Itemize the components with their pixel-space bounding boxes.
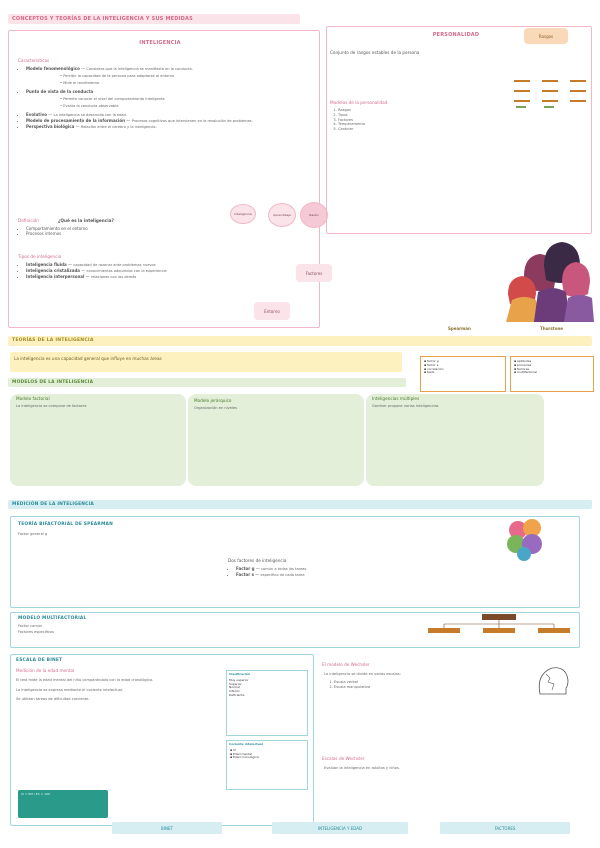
green-box-text: La inteligencia se compone de factores	[16, 404, 87, 408]
list-item: 1. Escala verbal	[334, 680, 528, 685]
inteligencia-subheading: Características	[18, 58, 50, 63]
list-item: • Inteligencia interpersonal — relaciones con los demás	[26, 274, 290, 280]
trait-grid-svg	[514, 78, 590, 110]
bullet-filler: • Percibir la capacidad de la persona para adaptarse al entorno	[60, 73, 175, 78]
list-item: 4. Temperamento	[338, 122, 588, 127]
spearman-right-list	[230, 566, 570, 578]
list-item: • Procesos internos	[26, 231, 220, 236]
bottom-tab-inteligencia[interactable]: INTELIGENCIA Y EDAD	[272, 822, 408, 834]
personalidad-heading: PERSONALIDAD	[432, 32, 480, 38]
table-row: Normal	[229, 685, 240, 690]
multifactorial-line: Factores específicos	[18, 630, 55, 634]
flag-box-left	[420, 356, 506, 392]
table-row: Deficiente	[229, 692, 245, 697]
puzzle-svg	[504, 516, 548, 562]
flag-text: ▪ aptitudes ▪ primarias ▪ factores ▪ multifactorial	[514, 359, 537, 375]
wechsler-heading: El modelo de Wechsler	[322, 662, 370, 667]
table-row: Superior	[229, 681, 242, 686]
binet-table	[226, 670, 308, 736]
list-item: • Factor s — específico de cada tarea	[236, 572, 570, 578]
spearman-right-label: Dos factores de inteligencia	[228, 558, 287, 563]
circle-node: Inteligencia	[230, 204, 256, 224]
wechsler-heading2: Escalas de Wechsler	[322, 756, 365, 761]
circle-node: Razón	[300, 202, 328, 228]
list-item: • Punto de vista de la conducta	[26, 89, 310, 94]
wechsler-text: La inteligencia se divide en varias escalas:	[324, 672, 401, 676]
circle-node: Aprendizaje	[268, 203, 296, 227]
teal-note-text: CI = EM / EC × 100	[21, 792, 50, 796]
women-illustration	[504, 236, 594, 322]
multifactorial-line: Factor común	[18, 624, 43, 628]
list-item: 1. Rasgos	[338, 108, 588, 113]
inteligencia-list	[20, 66, 310, 130]
trait-grid	[514, 78, 590, 110]
yellow-note-box	[10, 352, 402, 372]
binet-table-title: Clasificación	[229, 672, 251, 676]
medicion-band	[8, 500, 592, 509]
green-box-title: Inteligencias múltiples	[372, 396, 420, 401]
teal-note	[18, 790, 108, 818]
binet-paragraph: El test mide la edad mental del niño comparándola con la edad cronológica. La inteligencia se expresa mediante el cociente intelectual. Se utilizan tareas de dificultad creciente.	[16, 678, 154, 702]
green-box-title: Modelo jerárquico	[194, 398, 232, 403]
table-row: Inferior	[229, 689, 240, 694]
spearman-box	[10, 516, 580, 608]
bullet-filler: • Evalúa la conducta observable	[60, 103, 119, 108]
modelos-heading: MODELOS DE LA INTELIGENCIA	[12, 380, 94, 385]
personalidad-list-label: Modelos de la personalidad	[330, 100, 388, 105]
inteligencia-heading: INTELIGENCIA	[139, 40, 181, 46]
list-item: ▪ Edad mental	[230, 751, 253, 756]
question-label: Definición	[18, 218, 39, 223]
teorias-band	[8, 336, 592, 346]
list-item: • Inteligencia cristalizada — conocimientos adquiridos con la experiencia	[26, 268, 290, 274]
list-item: ▪ CI	[230, 747, 236, 752]
list-item: 3. Factores	[338, 118, 588, 123]
bullet-filler: • Mide el rendimiento	[60, 80, 100, 85]
list-item: 5. Carácter	[338, 127, 588, 132]
bullet-filler: • Permite conocer el nivel del comportamiento inteligente	[60, 96, 165, 101]
green-box-title: Modelo factorial	[16, 396, 50, 401]
page-title: CONCEPTOS Y TEORÍAS DE LA INTELIGENCIA Y SUS MEDIDAS	[12, 16, 193, 22]
list-item: • Evolutivo — La inteligencia se desarrolla con la edad.	[26, 112, 310, 118]
flag-box-right	[510, 356, 594, 392]
tag: Entorno	[254, 302, 290, 320]
list-item: ▪ Edad cronológica	[230, 755, 259, 760]
green-box-text: Organización en niveles	[194, 406, 238, 410]
list-item: • Modelo fenomenológico — Considera que la inteligencia se manifiesta en la conducta.	[26, 66, 310, 72]
tag: Factores	[296, 264, 332, 282]
flag-label: Thurstone	[540, 326, 563, 331]
head-outline-svg	[532, 662, 570, 700]
wechsler-list	[328, 680, 528, 690]
personalidad-tag: Rasgos	[524, 28, 568, 44]
flag-label: Spearman	[448, 326, 471, 331]
org-chart-svg	[424, 614, 574, 644]
answer-list	[20, 226, 220, 237]
bottom-tab-binet[interactable]: BINET	[112, 822, 222, 834]
list-item: • Comportamiento en el entorno	[26, 226, 220, 231]
binet-green-list	[226, 740, 308, 790]
types-label: Tipos de inteligencia	[18, 254, 62, 259]
bottom-tab-factores[interactable]: FACTORES	[440, 822, 570, 834]
head-outline-icon	[532, 662, 570, 700]
list-item: • Inteligencia fluida — capacidad de razonar ante problemas nuevos	[26, 262, 290, 268]
question-text: ¿Qué es la inteligencia?	[58, 218, 114, 223]
types-list	[20, 262, 290, 279]
binet-heading: ESCALA DE BINET	[16, 658, 63, 663]
binet-subheading: Medición de la edad mental	[16, 668, 75, 673]
org-chart	[424, 614, 574, 644]
list-item: 2. Escala manipulativa	[334, 685, 528, 690]
teorias-heading: TEORÍAS DE LA INTELIGENCIA	[12, 338, 94, 343]
list-item: • Factor g — común a todas las tareas	[236, 566, 570, 572]
wechsler-text2: Evalúan la inteligencia en adultos y niños.	[324, 766, 400, 770]
women-illustration-svg	[504, 236, 594, 322]
list-item: • Modelo de procesamiento de la información — Procesos cognitivos que intervienen en la resolución de problemas.	[26, 118, 310, 124]
puzzle-illustration	[504, 516, 548, 562]
binet-green-label: Cociente intelectual	[229, 742, 263, 746]
personalidad-list	[332, 108, 588, 132]
yellow-note: La inteligencia es una capacidad general que influye en muchas áreas	[14, 356, 162, 361]
spearman-heading: TEORÍA BIFACTORIAL DE SPEARMAN	[18, 522, 114, 527]
green-box-text: Gardner propone varias inteligencias	[372, 404, 439, 408]
table-row: Muy superior	[229, 677, 249, 682]
medicion-heading: MEDICIÓN DE LA INTELIGENCIA	[12, 502, 95, 507]
flag-text: ▪ factor g ▪ factor s ▪ correlación ▪ tests	[424, 359, 444, 375]
list-item: • Perspectiva biológica — Relación entre el cerebro y la inteligencia.	[26, 124, 310, 130]
multifactorial-heading: MODELO MULTIFACTORIAL	[18, 616, 87, 621]
personalidad-intro: Conjunto de rasgos estables de la persona	[330, 50, 420, 55]
list-item: 2. Tipos	[338, 113, 588, 118]
spearman-text: Factor general g	[18, 532, 48, 536]
